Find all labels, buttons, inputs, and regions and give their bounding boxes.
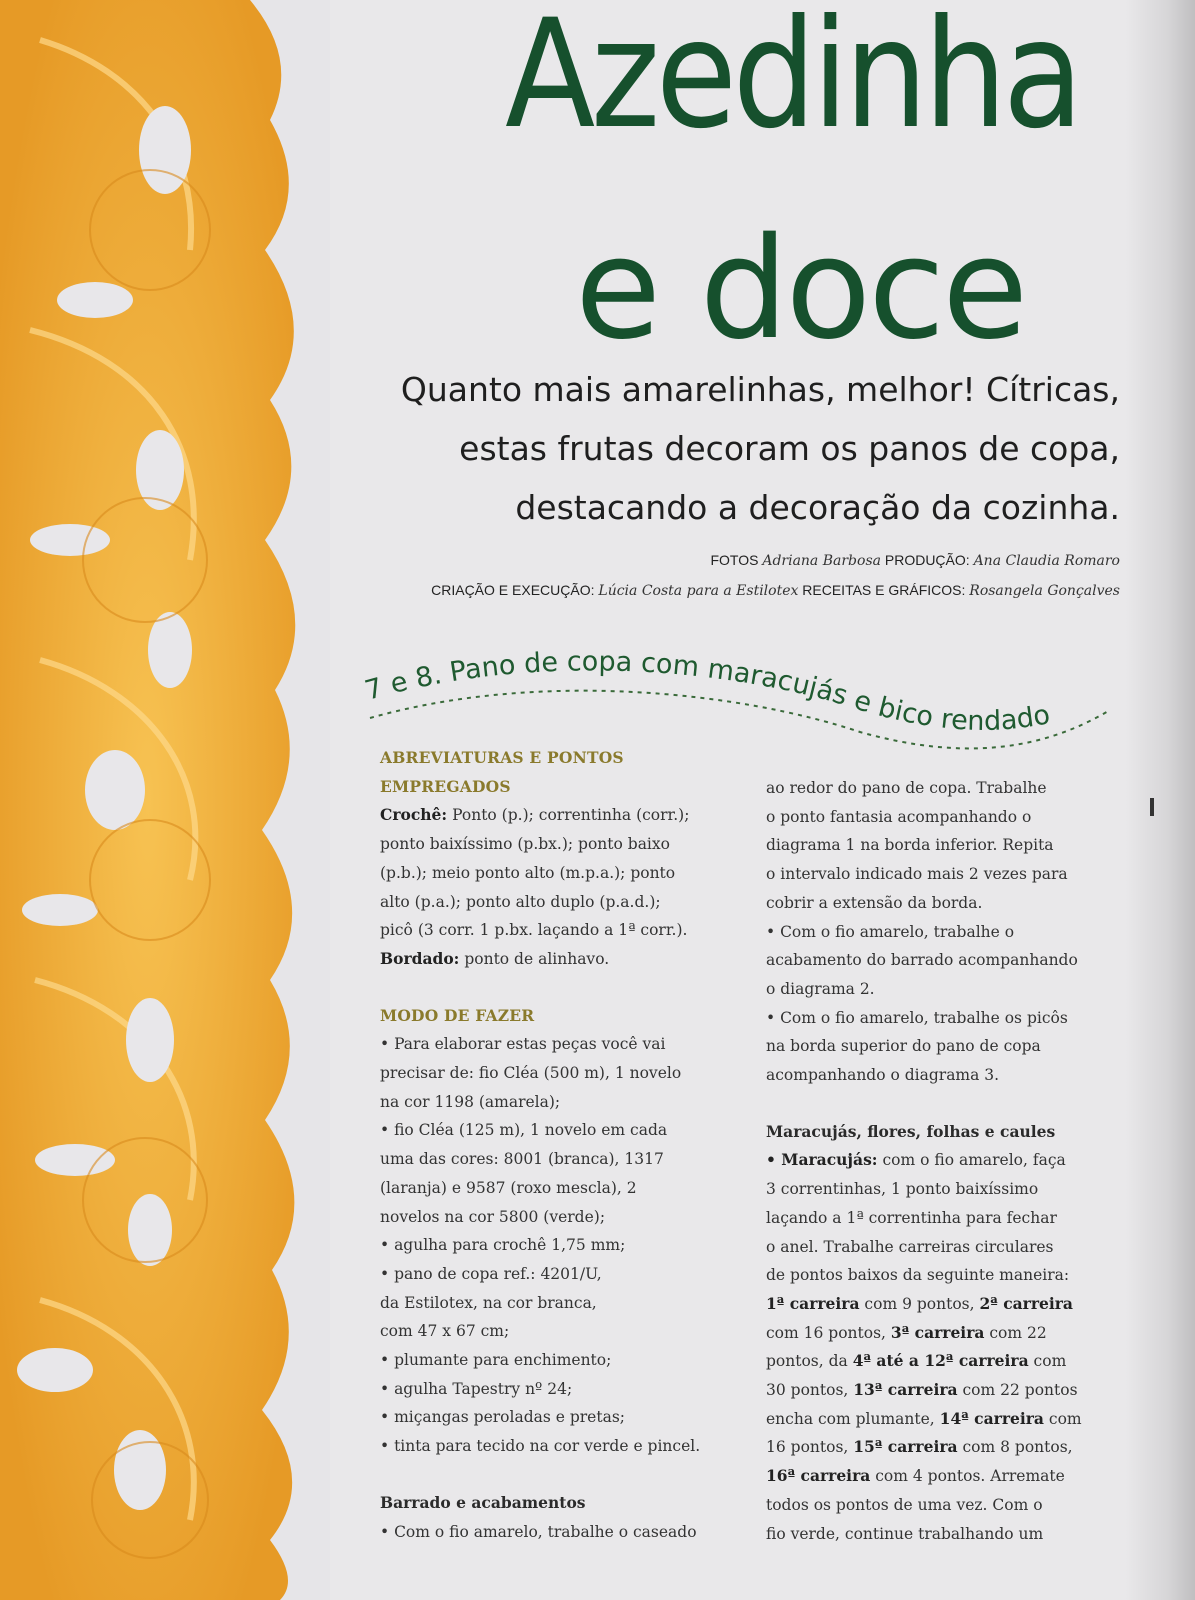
body-line: laçando a 1ª correntinha para fechar xyxy=(766,1208,1057,1227)
body-line: • agulha Tapestry nº 24; xyxy=(380,1379,573,1398)
page-title-line-2: e doce xyxy=(575,208,1026,371)
body-line: 30 pontos, 13ª carreira com 22 pontos xyxy=(766,1380,1078,1400)
section-subheading: ABREVIATURAS E PONTOS xyxy=(380,748,624,767)
body-line: • fio Cléa (125 m), 1 novelo em cada xyxy=(380,1121,668,1140)
body-line: ao redor do pano de copa. Trabalhe xyxy=(766,779,1047,797)
body-line: o anel. Trabalhe carreiras circulares xyxy=(766,1237,1054,1256)
body-line: alto (p.a.); ponto alto duplo (p.a.d.); xyxy=(380,892,661,911)
lead-line: destacando a decoração da cozinha. xyxy=(515,488,1120,527)
credit-label: FOTOS xyxy=(710,552,759,568)
body-line: (laranja) e 9587 (roxo mescla), 2 xyxy=(380,1178,637,1197)
credit-name: Adriana Barbosa xyxy=(762,553,881,569)
body-line: • Com o fio amarelo, trabalhe o caseado xyxy=(380,1522,697,1541)
credit-name: Ana Claudia Romaro xyxy=(973,553,1120,569)
section-heading xyxy=(360,640,1120,760)
credit-label: PRODUÇÃO: xyxy=(884,552,970,568)
body-line: acompanhando o diagrama 3. xyxy=(766,1066,1000,1085)
page-edge-mark xyxy=(1150,798,1154,816)
body-line: • Para elaborar estas peças você vai xyxy=(380,1035,666,1054)
body-line: o diagrama 2. xyxy=(766,979,875,998)
body-line: com 16 pontos, 3ª carreira com 22 xyxy=(766,1322,1047,1342)
section-subheading: Barrado e acabamentos xyxy=(380,1492,586,1512)
crochet-lace-border-image xyxy=(0,0,330,1600)
credits-line-1 xyxy=(390,552,1120,569)
body-line: 3 correntinhas, 1 ponto baixíssimo xyxy=(766,1180,1039,1199)
body-line: encha com plumante, 14ª carreira com xyxy=(766,1408,1082,1428)
body-line: • Com o fio amarelo, trabalhe os picôs xyxy=(766,1008,1068,1027)
body-line: precisar de: fio Cléa (500 m), 1 novelo xyxy=(380,1064,682,1083)
body-line: com 47 x 67 cm; xyxy=(380,1322,510,1341)
section-subheading: MODO DE FAZER xyxy=(380,1005,535,1025)
body-line: • pano de copa ref.: 4201/U, xyxy=(380,1264,602,1283)
body-line: o ponto fantasia acompanhando o xyxy=(766,807,1032,826)
lead-line: Quanto mais amarelinhas, melhor! Cítricas, xyxy=(400,370,1120,409)
body-line: diagrama 1 na borda inferior. Repita xyxy=(766,836,1054,855)
body-line: • miçangas peroladas e pretas; xyxy=(380,1408,626,1427)
body-line: o intervalo indicado mais 2 vezes para xyxy=(766,865,1068,884)
page-gutter-shadow xyxy=(1125,0,1195,1600)
body-line: pontos, da 4ª até a 12ª carreira com xyxy=(766,1351,1067,1371)
body-line: picô (3 corr. 1 p.bx. laçando a 1ª corr.). xyxy=(380,921,688,940)
lead-line: estas frutas decoram os panos de copa, xyxy=(459,429,1120,468)
body-line: todos os pontos de uma vez. Com o xyxy=(766,1495,1043,1514)
right-column xyxy=(766,774,1111,1548)
body-line: Bordado: ponto de alinhavo. xyxy=(380,948,610,968)
body-line: uma das cores: 8001 (branca), 1317 xyxy=(380,1150,664,1169)
credit-name: Lúcia Costa para a Estilotex xyxy=(598,583,799,599)
body-line: • agulha para crochê 1,75 mm; xyxy=(380,1236,626,1255)
page-title-line-1: Azedinha xyxy=(505,0,1080,162)
credit-name: Rosangela Gonçalves xyxy=(969,583,1120,599)
body-line: 16 pontos, 15ª carreira com 8 pontos, xyxy=(766,1437,1073,1457)
credit-label: CRIAÇÃO E EXECUÇÃO: xyxy=(431,582,595,598)
body-line: na borda superior do pano de copa xyxy=(766,1037,1041,1056)
body-line: 1ª carreira com 9 pontos, 2ª carreira xyxy=(766,1293,1073,1313)
body-line: (p.b.); meio ponto alto (m.p.a.); ponto xyxy=(380,863,676,882)
body-line: • Com o fio amarelo, trabalhe o xyxy=(766,922,1015,941)
section-subheading: EMPREGADOS xyxy=(380,776,511,796)
body-line: Crochê: Ponto (p.); correntinha (corr.); xyxy=(380,805,690,825)
body-line: novelos na cor 5800 (verde); xyxy=(380,1207,606,1226)
body-line: cobrir a extensão da borda. xyxy=(766,893,983,912)
body-line: ponto baixíssimo (p.bx.); ponto baixo xyxy=(380,835,670,854)
left-column xyxy=(380,744,740,1546)
body-line: 16ª carreira com 4 pontos. Arremate xyxy=(766,1466,1065,1486)
body-line: • Maracujás: com o fio amarelo, faça xyxy=(766,1150,1066,1170)
section-subheading: Maracujás, flores, folhas e caules xyxy=(766,1121,1056,1141)
section-title-text: 7 e 8. Pano de copa com maracujás e bico rendado xyxy=(361,646,1053,737)
lead-paragraph xyxy=(380,360,1120,537)
body-line: fio verde, continue trabalhando um xyxy=(766,1524,1044,1543)
body-line: na cor 1198 (amarela); xyxy=(380,1092,561,1111)
body-line: • plumante para enchimento; xyxy=(380,1351,612,1370)
credits-line-2 xyxy=(390,582,1120,599)
credit-label: RECEITAS E GRÁFICOS: xyxy=(802,582,966,598)
body-line: acabamento do barrado acompanhando xyxy=(766,951,1078,970)
body-line: da Estilotex, na cor branca, xyxy=(380,1293,597,1312)
body-line: de pontos baixos da seguinte maneira: xyxy=(766,1266,1070,1285)
body-line: • tinta para tecido na cor verde e pincel. xyxy=(380,1437,701,1456)
